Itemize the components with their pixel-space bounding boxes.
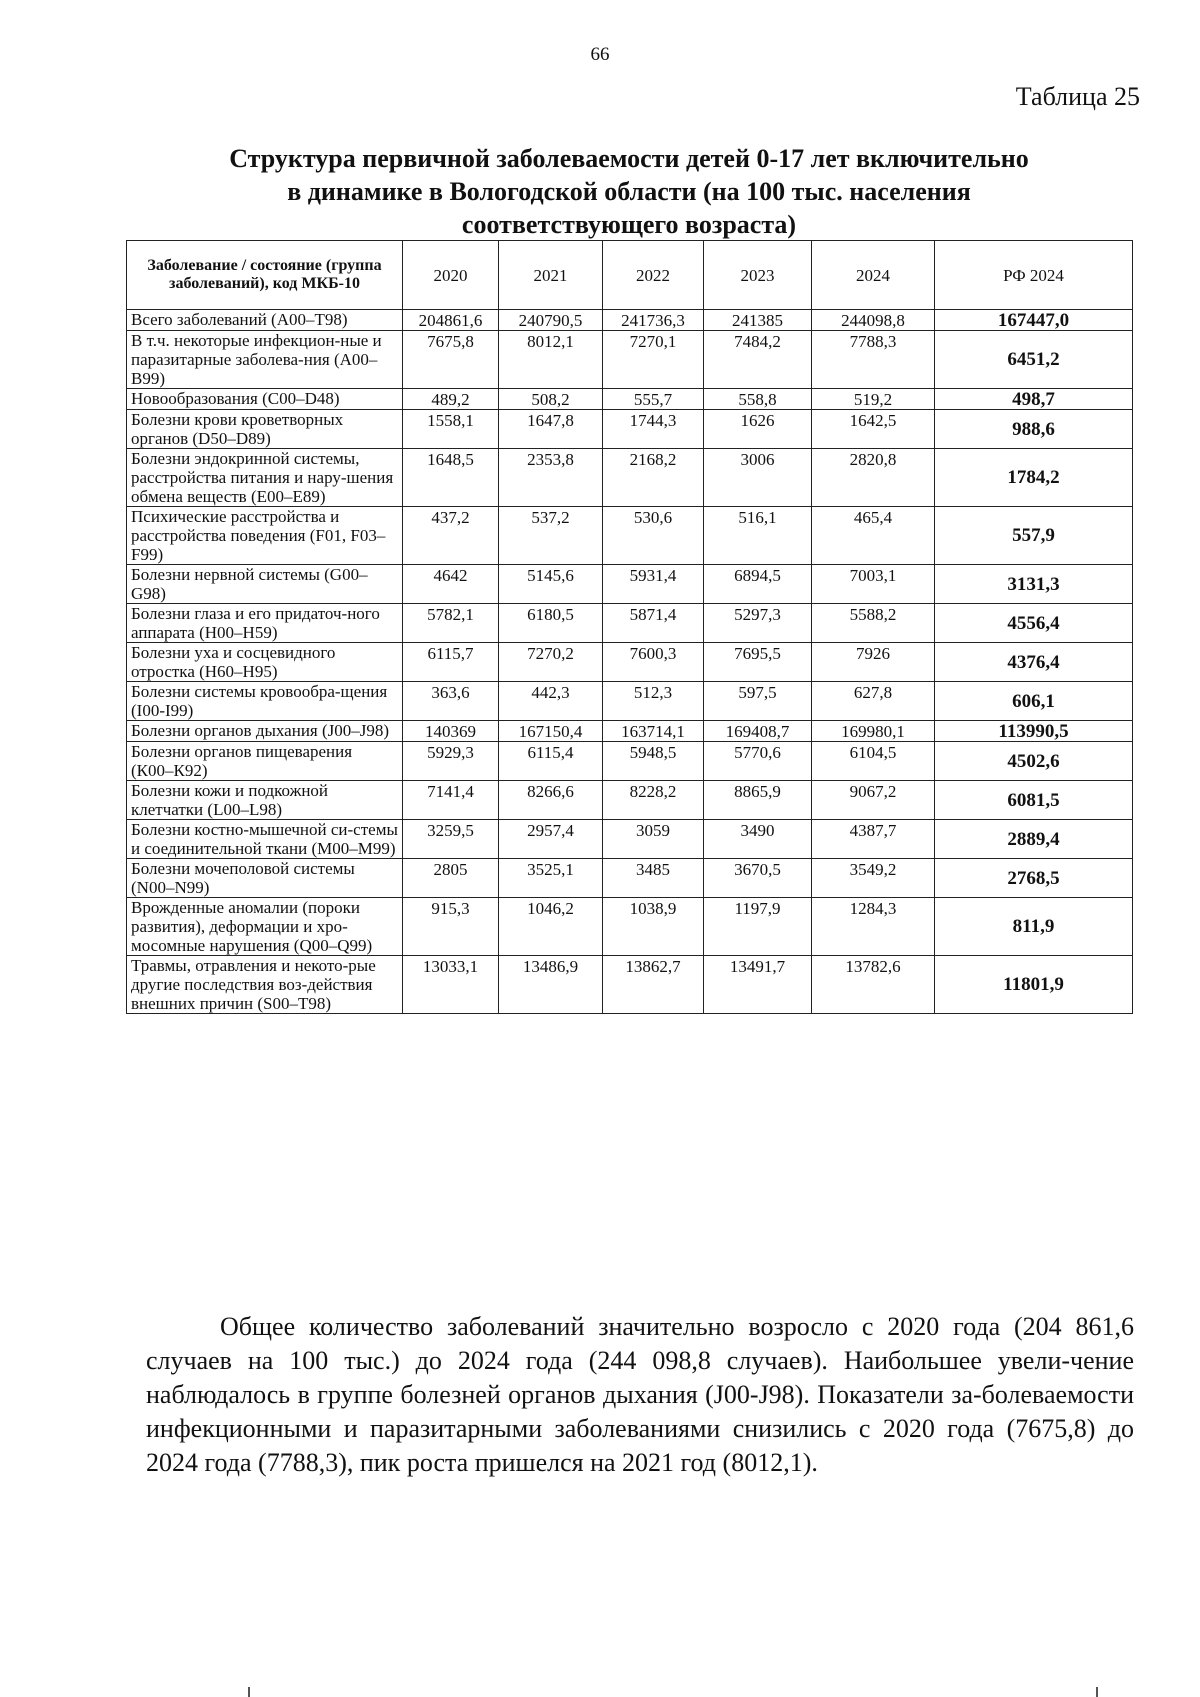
row-value-2023: 597,5 xyxy=(704,682,812,721)
row-value-2024: 5588,2 xyxy=(812,604,935,643)
row-value-2022: 5871,4 xyxy=(603,604,704,643)
row-disease-name: Болезни глаза и его придаточ-ного аппарата (Н00–Н59) xyxy=(127,604,403,643)
row-value-rf-2024: 4502,6 xyxy=(935,742,1133,781)
table-title-line-2: в динамике в Вологодской области (на 100 тыс. населения xyxy=(287,177,971,206)
table-row xyxy=(127,565,1133,604)
header-rf-2024: РФ 2024 xyxy=(935,241,1133,310)
header-disease: Заболевание / состояние (группа заболеваний), код МКБ-10 xyxy=(127,241,403,310)
row-value-2024: 7926 xyxy=(812,643,935,682)
row-value-2020: 140369 xyxy=(403,721,499,742)
row-value-rf-2024: 557,9 xyxy=(935,507,1133,565)
row-value-2024: 465,4 xyxy=(812,507,935,565)
row-value-2021: 8012,1 xyxy=(499,331,603,389)
row-value-rf-2024: 2889,4 xyxy=(935,820,1133,859)
row-value-2024: 1284,3 xyxy=(812,898,935,956)
header-2023: 2023 xyxy=(704,241,812,310)
table-row xyxy=(127,604,1133,643)
row-value-2023: 13491,7 xyxy=(704,956,812,1014)
table-row xyxy=(127,721,1133,742)
table-header-row xyxy=(127,241,1133,310)
row-value-2022: 5948,5 xyxy=(603,742,704,781)
row-value-rf-2024: 4376,4 xyxy=(935,643,1133,682)
row-disease-name: Новообразования (С00–D48) xyxy=(127,389,403,410)
row-value-2023: 1626 xyxy=(704,410,812,449)
row-value-2020: 489,2 xyxy=(403,389,499,410)
table-row xyxy=(127,310,1133,331)
row-value-2024: 244098,8 xyxy=(812,310,935,331)
table-row xyxy=(127,859,1133,898)
table-title xyxy=(126,142,1132,241)
row-value-rf-2024: 3131,3 xyxy=(935,565,1133,604)
row-value-2021: 7270,2 xyxy=(499,643,603,682)
row-value-2024: 7788,3 xyxy=(812,331,935,389)
row-disease-name: Болезни кожи и подкожной клетчатки (L00–L98) xyxy=(127,781,403,820)
row-value-2023: 169408,7 xyxy=(704,721,812,742)
table-label: Таблица 25 xyxy=(1015,82,1140,111)
row-value-2023: 1197,9 xyxy=(704,898,812,956)
row-value-2022: 3059 xyxy=(603,820,704,859)
row-value-2021: 5145,6 xyxy=(499,565,603,604)
row-value-2023: 3490 xyxy=(704,820,812,859)
row-value-rf-2024: 1784,2 xyxy=(935,449,1133,507)
row-value-2021: 3525,1 xyxy=(499,859,603,898)
row-value-2023: 5770,6 xyxy=(704,742,812,781)
row-value-2022: 512,3 xyxy=(603,682,704,721)
table-row xyxy=(127,449,1133,507)
header-2021: 2021 xyxy=(499,241,603,310)
row-value-2024: 169980,1 xyxy=(812,721,935,742)
row-value-2020: 4642 xyxy=(403,565,499,604)
row-disease-name: Психические расстройства и расстройства поведения (F01, F03–F99) xyxy=(127,507,403,565)
page-number: 66 xyxy=(590,44,610,65)
table-row xyxy=(127,410,1133,449)
row-value-2022: 7270,1 xyxy=(603,331,704,389)
scan-mark-left xyxy=(248,1687,250,1697)
row-value-2020: 13033,1 xyxy=(403,956,499,1014)
row-value-2020: 7141,4 xyxy=(403,781,499,820)
table-row xyxy=(127,643,1133,682)
morbidity-table xyxy=(126,240,1133,1014)
row-value-rf-2024: 988,6 xyxy=(935,410,1133,449)
row-value-2022: 163714,1 xyxy=(603,721,704,742)
row-value-2021: 508,2 xyxy=(499,389,603,410)
table-row xyxy=(127,898,1133,956)
row-value-2022: 530,6 xyxy=(603,507,704,565)
row-value-2024: 9067,2 xyxy=(812,781,935,820)
row-value-2021: 2353,8 xyxy=(499,449,603,507)
row-value-2022: 13862,7 xyxy=(603,956,704,1014)
row-value-2020: 5929,3 xyxy=(403,742,499,781)
row-value-2020: 3259,5 xyxy=(403,820,499,859)
row-disease-name: Болезни уха и сосцевидного отростка (Н60–Н95) xyxy=(127,643,403,682)
row-value-2024: 519,2 xyxy=(812,389,935,410)
row-value-2022: 241736,3 xyxy=(603,310,704,331)
table-title-line-1: Структура первичной заболеваемости детей 0-17 лет включительно xyxy=(229,144,1029,173)
row-value-2024: 627,8 xyxy=(812,682,935,721)
header-2024: 2024 xyxy=(812,241,935,310)
row-value-2023: 516,1 xyxy=(704,507,812,565)
row-value-rf-2024: 6081,5 xyxy=(935,781,1133,820)
row-value-2023: 7484,2 xyxy=(704,331,812,389)
row-disease-name: Болезни крови кроветворных органов (D50–D89) xyxy=(127,410,403,449)
row-value-2020: 437,2 xyxy=(403,507,499,565)
row-value-2020: 2805 xyxy=(403,859,499,898)
row-disease-name: Всего заболеваний (А00–Т98) xyxy=(127,310,403,331)
row-value-2022: 2168,2 xyxy=(603,449,704,507)
row-value-2023: 558,8 xyxy=(704,389,812,410)
table-row xyxy=(127,507,1133,565)
row-value-2021: 1046,2 xyxy=(499,898,603,956)
row-value-2024: 1642,5 xyxy=(812,410,935,449)
row-value-2022: 5931,4 xyxy=(603,565,704,604)
row-value-2021: 167150,4 xyxy=(499,721,603,742)
row-value-2021: 13486,9 xyxy=(499,956,603,1014)
row-value-2020: 363,6 xyxy=(403,682,499,721)
row-value-2023: 6894,5 xyxy=(704,565,812,604)
row-disease-name: В т.ч. некоторые инфекцион-ные и паразитарные заболева-ния (А00–В99) xyxy=(127,331,403,389)
row-value-2024: 4387,7 xyxy=(812,820,935,859)
row-disease-name: Болезни эндокринной системы, расстройства питания и нару-шения обмена веществ (Е00–Е89) xyxy=(127,449,403,507)
table-row xyxy=(127,389,1133,410)
row-value-rf-2024: 4556,4 xyxy=(935,604,1133,643)
row-value-2021: 442,3 xyxy=(499,682,603,721)
row-value-2022: 8228,2 xyxy=(603,781,704,820)
row-value-2021: 6180,5 xyxy=(499,604,603,643)
row-value-2020: 7675,8 xyxy=(403,331,499,389)
row-value-rf-2024: 6451,2 xyxy=(935,331,1133,389)
table-row xyxy=(127,956,1133,1014)
row-disease-name: Болезни органов пищеварения (К00–К92) xyxy=(127,742,403,781)
row-value-2023: 5297,3 xyxy=(704,604,812,643)
row-disease-name: Врожденные аномалии (пороки развития), деформации и хро-мосомные нарушения (Q00–Q99) xyxy=(127,898,403,956)
row-value-rf-2024: 811,9 xyxy=(935,898,1133,956)
row-value-2020: 6115,7 xyxy=(403,643,499,682)
row-value-2021: 1647,8 xyxy=(499,410,603,449)
table-row xyxy=(127,331,1133,389)
header-2020: 2020 xyxy=(403,241,499,310)
summary-paragraph: Общее количество заболеваний значительно возросло с 2020 года (204 861,6 случаев на 100 тыс.) до 2024 года (244 098,8 случаев). Наибольшее увели-чение наблюдалось в группе болезней органов дыхания (J00-J98). Показатели за-болеваемости инфекционными и паразитарными заболеваниями снизились с 2020 года (7675,8) до 2024 года (7788,3), пик роста пришелся на 2021 год (8012,1). xyxy=(146,1312,1134,1477)
row-disease-name: Болезни системы кровообра-щения (I00-I99) xyxy=(127,682,403,721)
row-disease-name: Болезни костно-мышечной си-стемы и соединительной ткани (М00–М99) xyxy=(127,820,403,859)
row-value-2023: 8865,9 xyxy=(704,781,812,820)
row-value-2021: 8266,6 xyxy=(499,781,603,820)
row-value-2024: 7003,1 xyxy=(812,565,935,604)
row-value-2023: 3006 xyxy=(704,449,812,507)
row-value-2022: 1038,9 xyxy=(603,898,704,956)
table-body xyxy=(127,310,1133,1014)
table-row xyxy=(127,682,1133,721)
row-value-2022: 3485 xyxy=(603,859,704,898)
row-value-rf-2024: 167447,0 xyxy=(935,310,1133,331)
table-title-line-3: соответствующего возраста) xyxy=(461,210,797,239)
row-value-2020: 1648,5 xyxy=(403,449,499,507)
header-2022: 2022 xyxy=(603,241,704,310)
row-disease-name: Болезни нервной системы (G00–G98) xyxy=(127,565,403,604)
row-value-2021: 240790,5 xyxy=(499,310,603,331)
row-value-2023: 3670,5 xyxy=(704,859,812,898)
table-row xyxy=(127,742,1133,781)
row-value-2024: 13782,6 xyxy=(812,956,935,1014)
row-value-2021: 2957,4 xyxy=(499,820,603,859)
row-value-2020: 204861,6 xyxy=(403,310,499,331)
table-row xyxy=(127,781,1133,820)
row-value-rf-2024: 498,7 xyxy=(935,389,1133,410)
row-value-2020: 915,3 xyxy=(403,898,499,956)
row-value-2022: 1744,3 xyxy=(603,410,704,449)
row-value-2024: 6104,5 xyxy=(812,742,935,781)
row-value-rf-2024: 2768,5 xyxy=(935,859,1133,898)
row-value-2024: 3549,2 xyxy=(812,859,935,898)
row-value-2021: 537,2 xyxy=(499,507,603,565)
row-value-2023: 7695,5 xyxy=(704,643,812,682)
row-disease-name: Болезни мочеполовой системы (N00–N99) xyxy=(127,859,403,898)
row-disease-name: Травмы, отравления и некото-рые другие последствия воз-действия внешних причин (S00–Т98) xyxy=(127,956,403,1014)
row-value-rf-2024: 113990,5 xyxy=(935,721,1133,742)
row-value-rf-2024: 606,1 xyxy=(935,682,1133,721)
table-row xyxy=(127,820,1133,859)
row-disease-name: Болезни органов дыхания (J00–J98) xyxy=(127,721,403,742)
row-value-2022: 7600,3 xyxy=(603,643,704,682)
row-value-rf-2024: 11801,9 xyxy=(935,956,1133,1014)
row-value-2022: 555,7 xyxy=(603,389,704,410)
row-value-2023: 241385 xyxy=(704,310,812,331)
row-value-2021: 6115,4 xyxy=(499,742,603,781)
row-value-2024: 2820,8 xyxy=(812,449,935,507)
row-value-2020: 5782,1 xyxy=(403,604,499,643)
row-value-2020: 1558,1 xyxy=(403,410,499,449)
scan-mark-right xyxy=(1096,1687,1098,1697)
